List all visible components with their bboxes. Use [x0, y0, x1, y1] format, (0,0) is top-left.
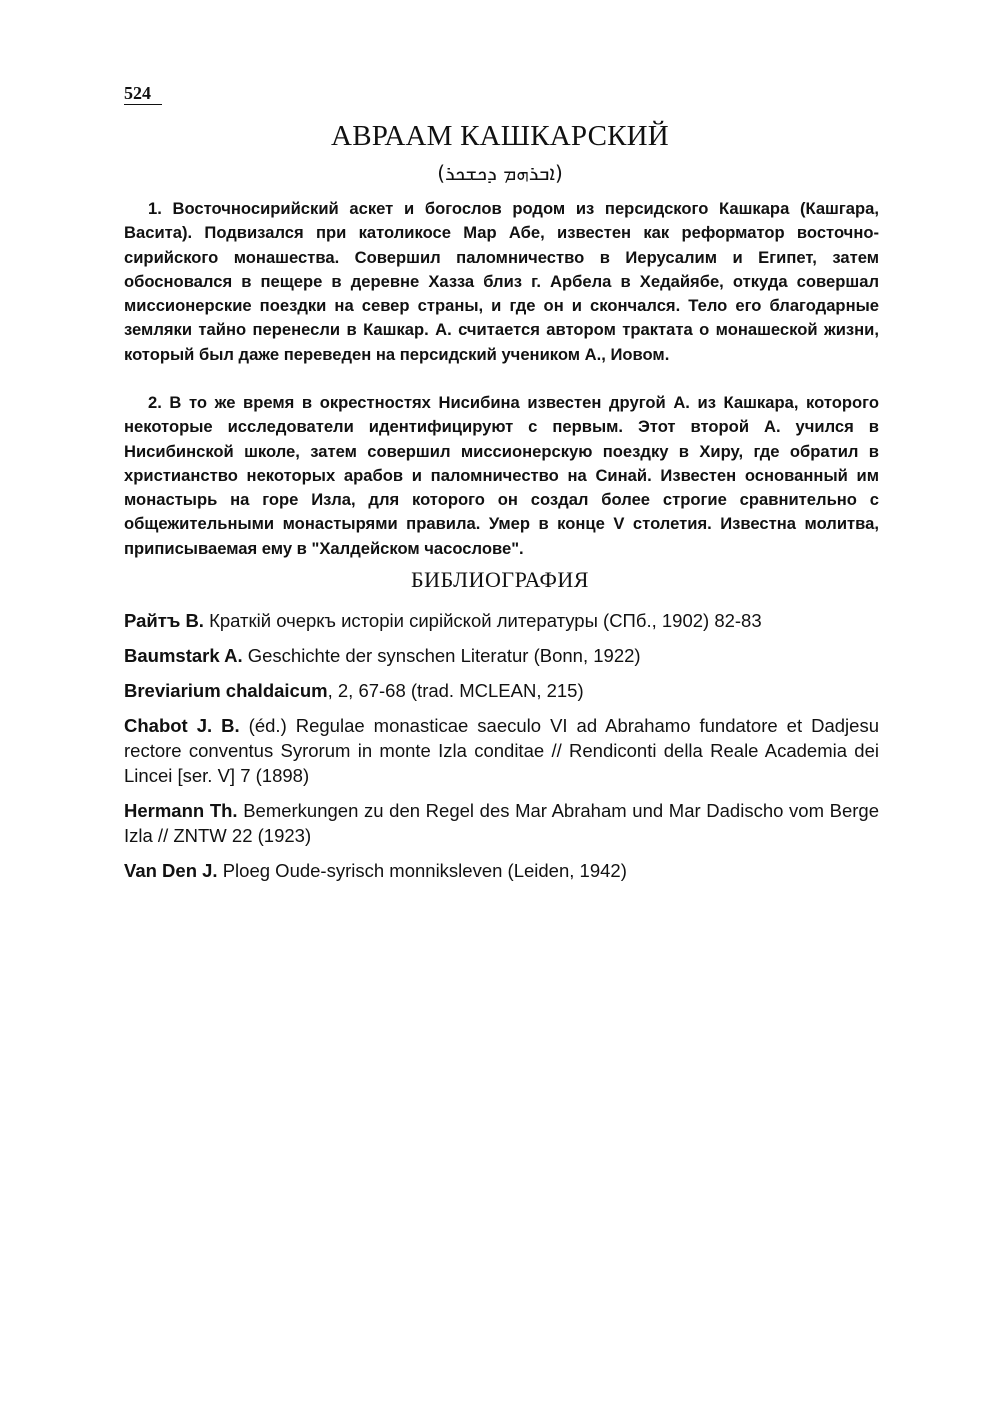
entry-text: Ploeg Oude-syrisch monniksleven (Leiden, 1942)	[217, 860, 627, 881]
entry-author: Райтъ В.	[124, 610, 204, 631]
bibliography-entry	[124, 643, 879, 668]
bibliography-entry	[124, 713, 879, 788]
article-title: АВРААМ КАШКАРСКИЙ	[331, 120, 669, 152]
entry-text: Bemerkungen zu den Regel des Mar Abraham und Mar Dadischo vom Berge Izla // ZNTW 22 (1923)	[124, 800, 879, 846]
entry-text: , 2, 67-68 (trad. MCLEAN, 215)	[327, 680, 584, 701]
syriac-title: (ܐܒܪܗܡ ܕܟܫܟܪ)	[437, 161, 563, 185]
bibliography-entry	[124, 798, 879, 848]
bibliography-list	[124, 608, 879, 893]
bibliography-entry	[124, 678, 879, 703]
entry-author: Baumstark A.	[124, 645, 243, 666]
entry-author: Van Den J.	[124, 860, 218, 881]
entry-text: Geschichte der synschen Literatur (Bonn, 1922)	[242, 645, 641, 666]
bibliography-entry	[124, 858, 879, 883]
bibliography-entry	[124, 608, 879, 633]
entry-author: Chabot J. B.	[124, 715, 240, 736]
entry-text: (éd.) Regulae monasticae saeculo VI ad Abrahamo fundatore et Dadjesu rectore conventus Syrorum in monte Izla conditae // Rendiconti della Reale Academia dei Lincei [ser. V] 7 (1898)	[124, 715, 879, 786]
page-number: 524	[124, 83, 162, 105]
entry-author: Hermann Th.	[124, 800, 238, 821]
bibliography-heading: БИБЛИОГРАФИЯ	[411, 567, 589, 592]
paragraph-1: 1. Восточносирийский аскет и богослов родом из персидского Кашкара (Кашгара, Васита). Подвизался при католикосе Мар Абе, известен как реформатор восточно-сирийского монашества. Совершил паломничество в Иерусалим и Египет, затем обосновался в пещере в деревне Хазза близ г. Арбела в Хедайябе, откуда совершал миссионерские поездки на север страны, и где он и скончался. Тело его благодарные земляки тайно перенесли в Кашкар. А. считается автором трактата о монашеской жизни, который был даже переведен на персидский учеником А., Иовом.	[124, 199, 879, 364]
entry-author: Breviarium chaldaicum	[124, 680, 328, 701]
entry-text: Краткiй очеркъ исторiи сирiйской литературы (СПб., 1902) 82-83	[203, 610, 762, 631]
paragraph-2: 2. В то же время в окрестностях Нисибина известен другой А. из Кашкара, которого некоторые исследователи идентифицируют с первым. Этот второй А. учился в Нисибинской школе, затем совершил миссионерскую поездку в Хиру, где обратил в христианство некоторых арабов и паломничество на Синай. Известен основанный им монастырь на горе Изла, для которого он создал более строгие сравнительно с общежительными монастырями правила. Умер в конце V столетия. Известна молитва, приписываемая ему в "Халдейском часослове".	[124, 393, 879, 558]
